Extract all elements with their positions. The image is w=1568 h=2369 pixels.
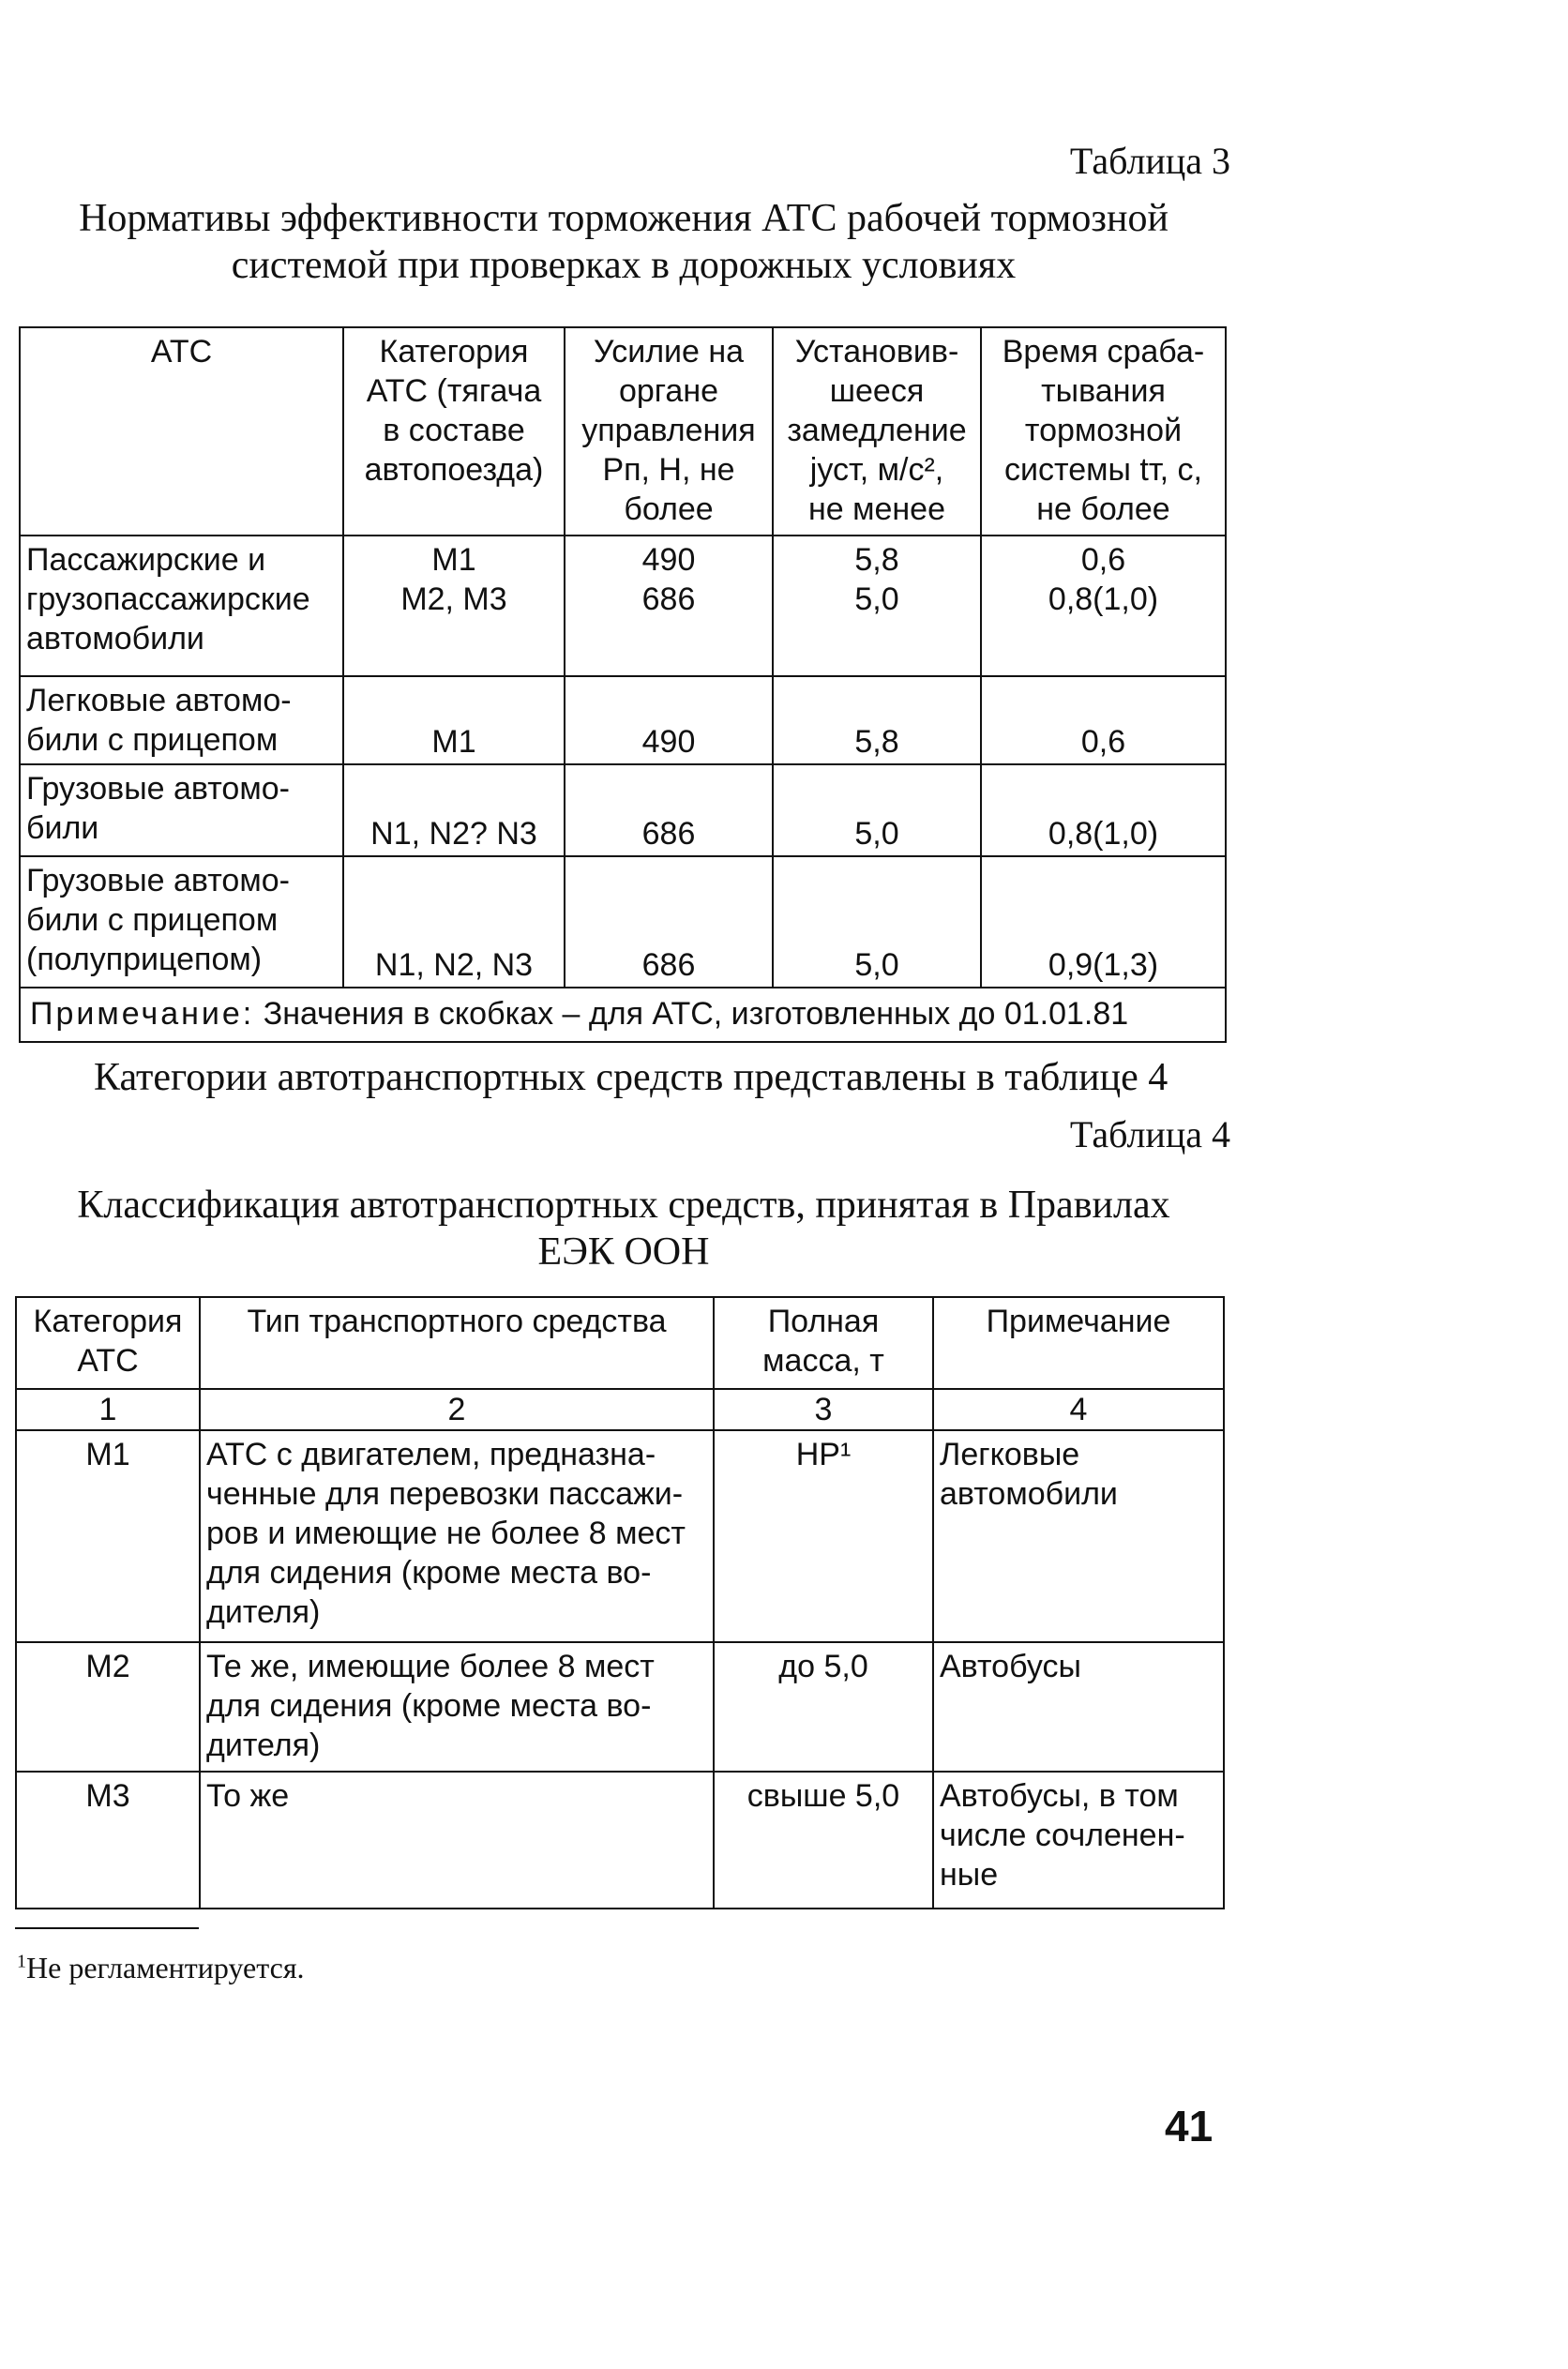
table3-force-cell: 686 xyxy=(565,856,773,988)
table4 xyxy=(15,1296,1225,1909)
table4-column-numbers-row xyxy=(16,1389,1224,1430)
table4-caption-line2: ЕЭК ООН xyxy=(537,1230,710,1274)
table3 xyxy=(19,326,1227,1043)
table4-header-category: Категория АТС xyxy=(16,1297,200,1389)
table3-force-cell: 686 xyxy=(565,764,773,856)
table4-header-row xyxy=(16,1297,1224,1389)
table3-force-cell: 490 xyxy=(565,676,773,764)
table3-note-label: Примечание: xyxy=(30,996,255,1032)
table3-category-cell: M1 M2, M3 xyxy=(343,536,565,676)
table-row xyxy=(16,1642,1224,1772)
table-row xyxy=(16,1430,1224,1642)
table4-col-number: 3 xyxy=(714,1389,933,1430)
table3-header-row xyxy=(20,327,1226,536)
table3-category-cell: N1, N2? N3 xyxy=(343,764,565,856)
table3-header-ats: АТС xyxy=(20,327,343,536)
table3-caption xyxy=(19,195,1229,289)
table4-mass-cell: свыше 5,0 xyxy=(714,1772,933,1909)
table4-header-note: Примечание xyxy=(933,1297,1224,1389)
table-row xyxy=(20,764,1226,856)
table3-force-cell: 490 686 xyxy=(565,536,773,676)
table4-label: Таблица 4 xyxy=(1069,1113,1230,1155)
table-row xyxy=(20,676,1226,764)
table4-category-cell: M3 xyxy=(16,1772,200,1909)
table4-mass-cell: до 5,0 xyxy=(714,1642,933,1772)
table4-col-number: 1 xyxy=(16,1389,200,1430)
table3-caption-line2: системой при проверках в дорожных условиях xyxy=(231,244,1017,287)
table4-note-cell: Легковые автомобили xyxy=(933,1430,1224,1642)
table3-header-category: Категория АТС (тягача в составе автопоезда) xyxy=(343,327,565,536)
table3-decel-cell: 5,8 5,0 xyxy=(773,536,981,676)
footnote-rule xyxy=(15,1927,199,1929)
table3-category-cell: N1, N2, N3 xyxy=(343,856,565,988)
footnote-text: Не регламентируется. xyxy=(26,1951,305,1984)
table3-decel-cell: 5,8 xyxy=(773,676,981,764)
table4-type-cell: То же xyxy=(200,1772,714,1909)
table3-category-cell: M1 xyxy=(343,676,565,764)
footnote-mark: 1 xyxy=(17,1951,26,1972)
table4-category-cell: M2 xyxy=(16,1642,200,1772)
table4-caption-line1: Классификация автотранспортных средств, принятая в Правилах xyxy=(77,1184,1170,1227)
table4-type-cell: АТС с двигателем, предназна- ченные для перевозки пассажи- ров и имеющие не более 8 мест для сидения (кроме места во- дителя) xyxy=(200,1430,714,1642)
table3-header-force: Усилие на органе управления Pп, Н, не более xyxy=(565,327,773,536)
table3-header-deceleration: Установив- шееся замедление jуст, м/с², не менее xyxy=(773,327,981,536)
table3-note-row xyxy=(20,988,1226,1042)
table4-header-mass: Полная масса, т xyxy=(714,1297,933,1389)
table4-note-cell: Автобусы xyxy=(933,1642,1224,1772)
table3-label: Таблица 3 xyxy=(1069,140,1230,182)
table3-note-text: Значения в скобках – для АТС, изготовленных до 01.01.81 xyxy=(254,996,1129,1032)
table3-time-cell: 0,6 0,8(1,0) xyxy=(981,536,1226,676)
table3-note xyxy=(20,988,1226,1042)
page-number: 41 xyxy=(1165,2102,1214,2150)
table3-ats-cell: Пассажирские и грузопассажирские автомобили xyxy=(20,536,343,676)
table4-note-cell: Автобусы, в том числе сочленен- ные xyxy=(933,1772,1224,1909)
table3-decel-cell: 5,0 xyxy=(773,856,981,988)
table3-ats-cell: Грузовые автомо- били с прицепом (полуприцепом) xyxy=(20,856,343,988)
table4-col-number: 2 xyxy=(200,1389,714,1430)
table-row xyxy=(16,1772,1224,1909)
table3-ats-cell: Легковые автомо- били с прицепом xyxy=(20,676,343,764)
table-row xyxy=(20,536,1226,676)
table-row xyxy=(20,856,1226,988)
table4-header-type: Тип транспортного средства xyxy=(200,1297,714,1389)
table4-caption xyxy=(19,1182,1229,1275)
table4-type-cell: Те же, имеющие более 8 мест для сидения (кроме места во- дителя) xyxy=(200,1642,714,1772)
footnote xyxy=(17,1951,305,1985)
table3-caption-line1: Нормативы эффективности торможения АТС рабочей тормозной xyxy=(79,197,1168,240)
table4-mass-cell: НР¹ xyxy=(714,1430,933,1642)
table4-col-number: 4 xyxy=(933,1389,1224,1430)
table3-ats-cell: Грузовые автомо- били xyxy=(20,764,343,856)
table3-decel-cell: 5,0 xyxy=(773,764,981,856)
table3-time-cell: 0,9(1,3) xyxy=(981,856,1226,988)
table3-header-response-time: Время сраба- тывания тормозной системы tт, с, не более xyxy=(981,327,1226,536)
between-text: Категории автотранспортных средств представлены в таблице 4 xyxy=(94,1056,1168,1099)
table4-category-cell: M1 xyxy=(16,1430,200,1642)
table3-time-cell: 0,6 xyxy=(981,676,1226,764)
table3-time-cell: 0,8(1,0) xyxy=(981,764,1226,856)
